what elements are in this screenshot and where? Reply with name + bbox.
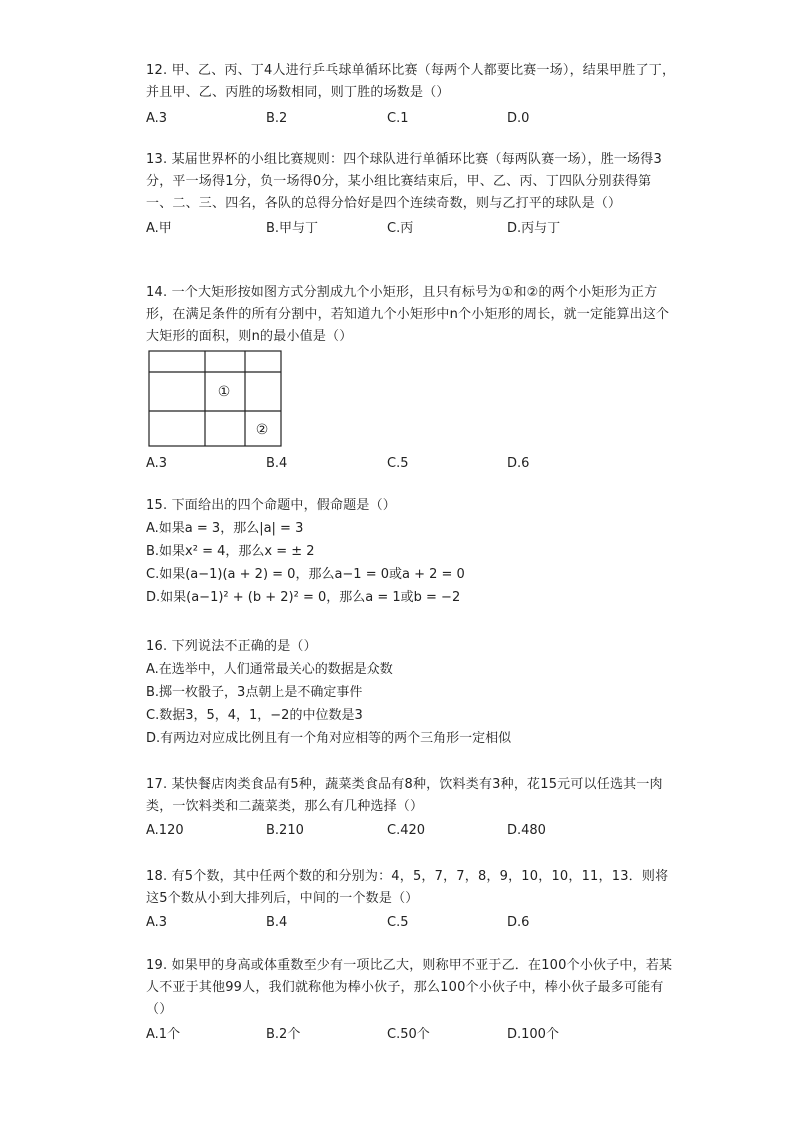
option-d[interactable]: D.480 xyxy=(507,823,546,838)
option-a[interactable]: A.如果a = 3，那么|a| = 3 xyxy=(146,521,304,536)
option-c[interactable]: C.如果(a−1)(a + 2) = 0，那么a−1 = 0或a + 2 = 0 xyxy=(146,567,465,582)
option-b[interactable]: B.4 xyxy=(266,915,288,930)
option-c[interactable]: C.数据3，5，4，1，−2的中位数是3 xyxy=(146,708,363,723)
option-d[interactable]: D.6 xyxy=(507,456,530,471)
option-c[interactable]: C.丙 xyxy=(387,221,414,236)
option-b[interactable]: B.2 xyxy=(266,111,288,126)
question-19 xyxy=(146,955,676,1046)
options-row xyxy=(146,1024,676,1046)
option-a[interactable]: A.3 xyxy=(146,915,168,930)
option-d[interactable]: D.100个 xyxy=(507,1027,559,1042)
option-b[interactable]: B.掷一枚骰子，3点朝上是不确定事件 xyxy=(146,685,363,700)
question-12 xyxy=(146,60,676,130)
option-c[interactable]: C.5 xyxy=(387,915,409,930)
option-d[interactable]: D.如果(a−1)² + (b + 2)² = 0，那么a = 1或b = −2 xyxy=(146,590,461,605)
options-row xyxy=(146,912,676,934)
options-row xyxy=(146,453,676,475)
rectangle-grid-diagram xyxy=(148,350,282,447)
option-b[interactable]: B.2个 xyxy=(266,1027,301,1042)
question-15 xyxy=(146,495,676,609)
question-stem: 16. 下列说法不正确的是（） xyxy=(146,639,317,654)
question-stem: 14. 一个大矩形按如图方式分割成九个小矩形，且只有标号为①和②的两个小矩形为正方形，在满足条件的所有分割中，若知道九个小矩形中n个小矩形的周长，就一定能算出这个大矩形的面积，则n的最小值是（） xyxy=(146,285,670,344)
option-c[interactable]: C.5 xyxy=(387,456,409,471)
option-d[interactable]: D.有两边对应成比例且有一个角对应相等的两个三角形一定相似 xyxy=(146,731,512,746)
options-row xyxy=(146,218,676,240)
option-a[interactable]: A.在选举中，人们通常最关心的数据是众数 xyxy=(146,662,393,677)
question-14 xyxy=(146,282,676,475)
option-b[interactable]: B.甲与丁 xyxy=(266,221,319,236)
question-stem: 18. 有5个数，其中任两个数的和分别为：4，5，7，7，8，9，10，10，11，13．则将这5个数从小到大排列后，中间的一个数是（） xyxy=(146,869,669,906)
option-d[interactable]: D.0 xyxy=(507,111,530,126)
option-b[interactable]: B.210 xyxy=(266,823,304,838)
option-a[interactable]: A.120 xyxy=(146,823,184,838)
question-stem: 17. 某快餐店肉类食品有5种，蔬菜类食品有8种，饮料类有3种，花15元可以任选其一肉类，一饮料类和二蔬菜类，那么有几种选择（） xyxy=(146,777,663,814)
option-c[interactable]: C.50个 xyxy=(387,1027,430,1042)
question-17 xyxy=(146,774,676,842)
options-row xyxy=(146,820,676,842)
question-stem: 15. 下面给出的四个命题中，假命题是（） xyxy=(146,498,397,513)
question-stem: 19. 如果甲的身高或体重数至少有一项比乙大，则称甲不亚于乙．在100个小伙子中，若某人不亚于其他99人，我们就称他为棒小伙子，那么100个小伙子中，棒小伙子最多可能有（） xyxy=(146,958,673,1017)
question-18 xyxy=(146,866,676,934)
option-b[interactable]: B.如果x² = 4，那么x = ± 2 xyxy=(146,544,315,559)
square-label-1: ① xyxy=(217,384,231,400)
question-13 xyxy=(146,149,676,240)
question-stem: 13. 某届世界杯的小组比赛规则：四个球队进行单循环比赛（每两队赛一场），胜一场得3分，平一场得1分，负一场得0分，某小组比赛结束后，甲、乙、丙、丁四队分别获得第一、二、三、四名，各队的总得分恰好是四个连续奇数，则与乙打平的球队是（） xyxy=(146,152,662,211)
option-c[interactable]: C.420 xyxy=(387,823,426,838)
question-16 xyxy=(146,636,676,750)
square-label-2: ② xyxy=(255,422,269,438)
option-a[interactable]: A.甲 xyxy=(146,221,172,236)
option-b[interactable]: B.4 xyxy=(266,456,288,471)
rectangle-figure xyxy=(148,350,282,447)
option-d[interactable]: D.6 xyxy=(507,915,530,930)
option-a[interactable]: A.3 xyxy=(146,111,168,126)
option-c[interactable]: C.1 xyxy=(387,111,409,126)
option-a[interactable]: A.1个 xyxy=(146,1027,181,1042)
option-d[interactable]: D.丙与丁 xyxy=(507,221,561,236)
option-a[interactable]: A.3 xyxy=(146,456,168,471)
options-row xyxy=(146,108,676,130)
question-stem: 12. 甲、乙、丙、丁4人进行乒乓球单循环比赛（每两个人都要比赛一场），结果甲胜了丁，并且甲、乙、丙胜的场数相同，则丁胜的场数是（） xyxy=(146,63,676,100)
